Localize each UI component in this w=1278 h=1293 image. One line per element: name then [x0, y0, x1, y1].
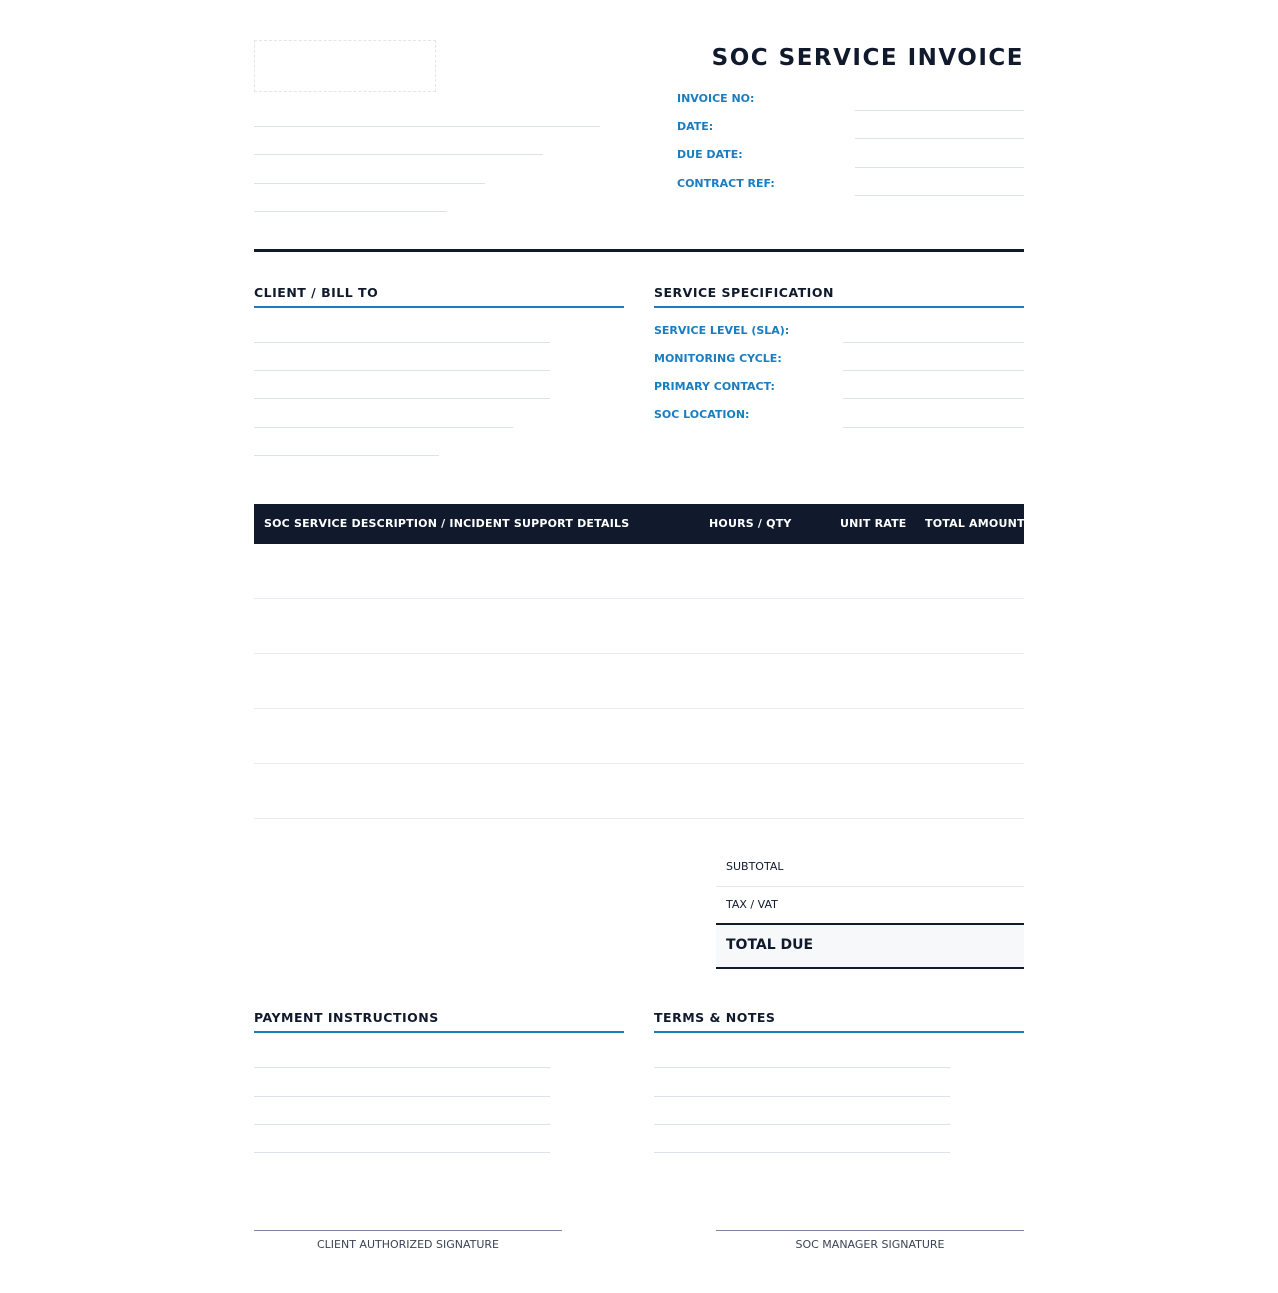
contract-ref-field[interactable]	[855, 195, 1024, 196]
client-heading: CLIENT / BILL TO	[254, 285, 379, 300]
client-line-1[interactable]	[254, 342, 550, 343]
table-row[interactable]	[254, 708, 1024, 709]
total-due-label: TOTAL DUE	[726, 937, 814, 953]
due-date-label: DUE DATE:	[677, 148, 743, 161]
manager-signature-line[interactable]	[716, 1230, 1024, 1231]
table-row[interactable]	[254, 653, 1024, 654]
sla-label: SERVICE LEVEL (SLA):	[654, 324, 790, 337]
date-field[interactable]	[855, 138, 1024, 139]
monitoring-cycle-label: MONITORING CYCLE:	[654, 352, 782, 365]
payment-heading: PAYMENT INSTRUCTIONS	[254, 1010, 439, 1025]
primary-contact-label: PRIMARY CONTACT:	[654, 380, 775, 393]
client-line-5[interactable]	[254, 455, 439, 456]
col-total-amount: TOTAL AMOUNT	[925, 517, 1025, 530]
invoice-page	[254, 40, 1024, 1280]
client-line-4[interactable]	[254, 427, 513, 428]
col-hours-qty: HOURS / QTY	[709, 517, 792, 530]
primary-contact-field[interactable]	[843, 398, 1024, 399]
soc-location-label: SOC LOCATION:	[654, 408, 750, 421]
tax-row[interactable]	[716, 887, 1024, 923]
company-address-line-4[interactable]	[254, 211, 447, 212]
table-row[interactable]	[254, 818, 1024, 819]
manager-signature-label: SOC MANAGER SIGNATURE	[795, 1238, 945, 1251]
payment-heading-underline	[254, 1031, 624, 1033]
col-unit-rate: UNIT RATE	[840, 517, 907, 530]
date-label: DATE:	[677, 120, 714, 133]
service-spec-heading: SERVICE SPECIFICATION	[654, 285, 834, 300]
terms-line-1[interactable]	[654, 1067, 950, 1068]
monitoring-cycle-field[interactable]	[843, 370, 1024, 371]
total-due-row[interactable]	[716, 923, 1024, 969]
table-row[interactable]	[254, 763, 1024, 764]
client-heading-underline	[254, 306, 624, 308]
payment-line-2[interactable]	[254, 1096, 550, 1097]
table-row[interactable]	[254, 598, 1024, 599]
subtotal-label: SUBTOTAL	[726, 860, 784, 873]
client-signature-label: CLIENT AUTHORIZED SIGNATURE	[316, 1238, 500, 1251]
invoice-title: SOC SERVICE INVOICE	[711, 45, 1024, 71]
logo-placeholder[interactable]	[254, 40, 436, 92]
col-description: SOC SERVICE DESCRIPTION / INCIDENT SUPPORT DETAILS	[264, 517, 630, 530]
soc-location-field[interactable]	[843, 427, 1024, 428]
invoice-no-field[interactable]	[855, 110, 1024, 111]
company-address-line-2[interactable]	[254, 154, 543, 155]
client-line-2[interactable]	[254, 370, 550, 371]
terms-heading: TERMS & NOTES	[654, 1010, 776, 1025]
company-address-line-3[interactable]	[254, 183, 485, 184]
client-line-3[interactable]	[254, 398, 550, 399]
terms-line-3[interactable]	[654, 1124, 950, 1125]
header-divider	[254, 249, 1024, 252]
terms-line-4[interactable]	[654, 1152, 950, 1153]
subtotal-row[interactable]	[716, 848, 1024, 887]
payment-line-4[interactable]	[254, 1152, 550, 1153]
invoice-no-label: INVOICE NO:	[677, 92, 755, 105]
client-signature-line[interactable]	[254, 1230, 562, 1231]
service-spec-heading-underline	[654, 306, 1024, 308]
payment-line-3[interactable]	[254, 1124, 550, 1125]
company-address-line-1[interactable]	[254, 126, 600, 127]
terms-heading-underline	[654, 1031, 1024, 1033]
terms-line-2[interactable]	[654, 1096, 950, 1097]
due-date-field[interactable]	[855, 167, 1024, 168]
sla-field[interactable]	[843, 342, 1024, 343]
line-items-header	[254, 504, 1024, 544]
payment-line-1[interactable]	[254, 1067, 550, 1068]
tax-label: TAX / VAT	[726, 898, 778, 911]
contract-ref-label: CONTRACT REF:	[677, 177, 775, 190]
